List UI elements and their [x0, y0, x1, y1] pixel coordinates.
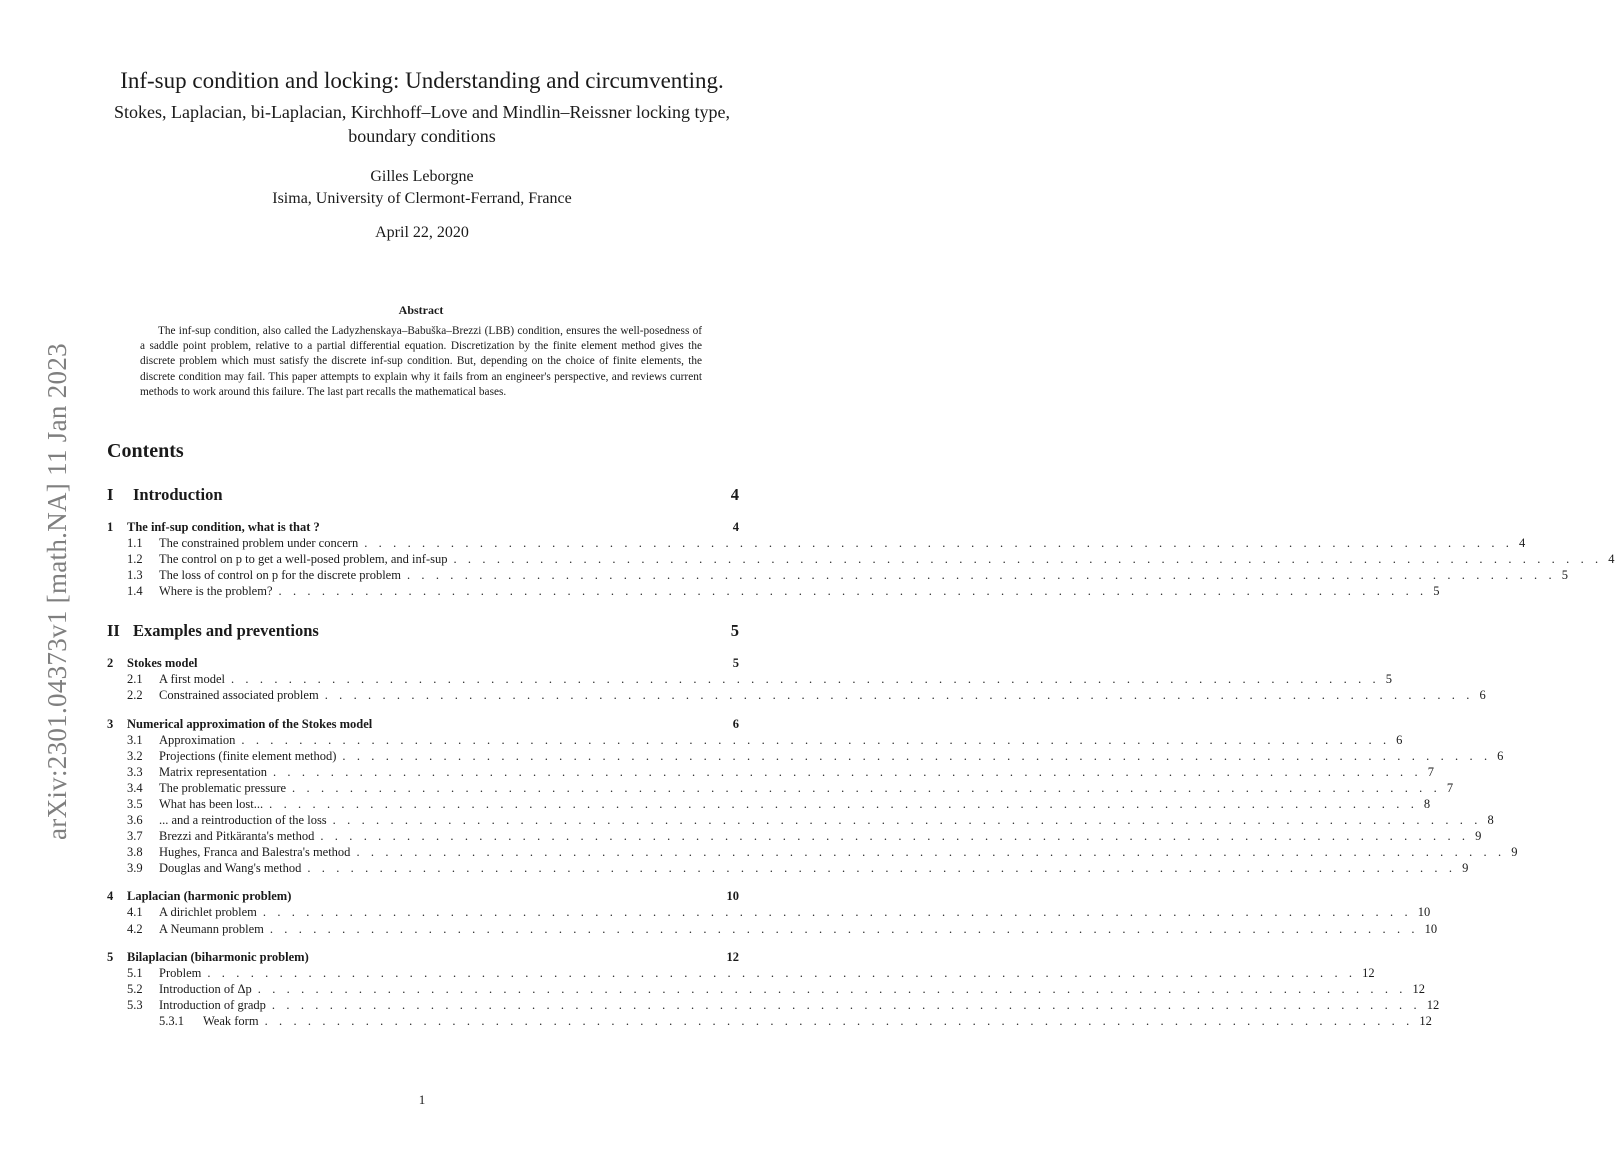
toc-subsection[interactable] [107, 921, 1438, 937]
toc-dot-leader: . . . . . . . . . . . . . . . . . . . . . . . . . . . . . . . . . . . . . . . . . . . . . . . . . . . . . . . . . . . . . . . . . . . . . . . . . . . . . . . . [269, 921, 1419, 936]
toc-subsection-page: 12 [1412, 981, 1426, 996]
page-number: 1 [418, 1092, 426, 1107]
toc-dot-leader: . . . . . . . . . . . . . . . . . . . . . . . . . . . . . . . . . . . . . . . . . . . . . . . . . . . . . . . . . . . . . . . . . . . . . . . . . . . . . . . . [257, 981, 1407, 996]
toc-subsection-title: A Neumann problem [159, 921, 264, 936]
toc-subsection-title: The constrained problem under concern [159, 536, 359, 550]
toc-subsection[interactable] [107, 904, 1431, 920]
toc-subsection-page: 4 [1608, 552, 1615, 567]
toc-dot-leader: . . . . . . . . . . . . . . . . . . . . . . . . . . . . . . . . . . . . . . . . . . . . . . . . . . . . . . . . . . . . . . . . . . . . . . . . . . . . . . . . [332, 813, 1482, 828]
toc-subsection-number: 2.2 [127, 688, 143, 703]
toc-section-title: Bilaplacian (biharmonic problem) [127, 949, 309, 964]
toc-subsection-title: Introduction of Δp [159, 981, 252, 996]
toc-section-title: Numerical approximation of the Stokes model [127, 716, 373, 731]
toc-subsection[interactable] [107, 671, 1392, 687]
paper-title: Inf-sup condition and locking: Understanding and circumventing. [120, 68, 724, 93]
toc-subsection-page: 6 [1479, 688, 1486, 703]
toc-dot-leader: . . . . . . . . . . . . . . . . . . . . . . . . . . . . . . . . . . . . . . . . . . . . . . . . . . . . . . . . . . . . . . . . . . . . . . . . . . . . . . . . [278, 584, 1428, 599]
toc-subsection-number: 5.3 [127, 997, 143, 1012]
toc-subsection-title: Projections (finite element method) [159, 748, 337, 763]
toc-section[interactable] [107, 519, 739, 535]
toc-subsection-title: Brezzi and Pitkäranta's method [159, 829, 315, 844]
toc-subsection-number: 5.1 [127, 965, 143, 980]
toc-subsection-page: 5 [1385, 672, 1392, 687]
toc-subsection-title: Matrix representation [159, 764, 267, 779]
toc-section[interactable] [107, 888, 739, 904]
toc-part-page: 4 [730, 485, 739, 504]
toc-dot-leader: . . . . . . . . . . . . . . . . . . . . . . . . . . . . . . . . . . . . . . . . . . . . . . . . . . . . . . . . . . . . . . . . . . . . . . . . . . . . . . . . [262, 905, 1412, 920]
toc-subsection-title: The loss of control on p for the discrete problem [159, 568, 401, 583]
toc-dot-leader: . . . . . . . . . . . . . . . . . . . . . . . . . . . . . . . . . . . . . . . . . . . . . . . . . . . . . . . . . . . . . . . . . . . . . . . . . . . . . . . . [342, 748, 1492, 763]
toc-dot-leader: . . . . . . . . . . . . . . . . . . . . . . . . . . . . . . . . . . . . . . . . . . . . . . . . . . . . . . . . . . . . . . . . . . . . . . . . . . . . . . . . [207, 965, 1357, 980]
toc-dot-leader: . . . . . . . . . . . . . . . . . . . . . . . . . . . . . . . . . . . . . . . . . . . . . . . . . . . . . . . . . . . . . . . . . . . . . . . . . . . . . . . . [320, 829, 1470, 844]
toc-subsection[interactable] [107, 1013, 1432, 1029]
toc-section-number: 1 [107, 520, 114, 534]
toc-subsection[interactable] [107, 583, 1440, 599]
toc-subsection[interactable] [107, 551, 1615, 567]
toc-subsection-number: 3.8 [127, 845, 143, 860]
toc-section-number: 5 [107, 949, 114, 964]
contents-heading: Contents [107, 440, 184, 462]
toc-list [107, 485, 1615, 1029]
toc-part-title: Examples and preventions [133, 621, 319, 641]
toc-subsection-number: 4.1 [127, 905, 143, 920]
abstract [140, 303, 702, 400]
toc-subsection-page: 7 [1446, 780, 1454, 795]
toc-subsection[interactable] [107, 732, 1403, 748]
toc-section-title: Laplacian (harmonic problem) [127, 889, 292, 904]
toc-dot-leader: . . . . . . . . . . . . . . . . . . . . . . . . . . . . . . . . . . . . . . . . . . . . . . . . . . . . . . . . . . . . . . . . . . . . . . . . . . . . . . . . [356, 845, 1506, 860]
toc-dot-leader: . . . . . . . . . . . . . . . . . . . . . . . . . . . . . . . . . . . . . . . . . . . . . . . . . . . . . . . . . . . . . . . . . . . . . . . . . . . . . . . . [453, 552, 1603, 567]
toc-dot-leader: . . . . . . . . . . . . . . . . . . . . . . . . . . . . . . . . . . . . . . . . . . . . . . . . . . . . . . . . . . . . . . . . . . . . . . . . . . . . . . . . [241, 732, 1391, 747]
toc-section-number: 2 [107, 656, 114, 671]
toc-subsection-title: Douglas and Wang's method [159, 861, 302, 876]
toc-subsection-page: 8 [1487, 813, 1494, 828]
toc-subsection-title: What has been lost... [159, 796, 264, 811]
toc-subsection[interactable] [107, 535, 1526, 551]
toc-subsection-page: 12 [1426, 997, 1440, 1012]
toc-subsection-page: 12 [1419, 1013, 1432, 1028]
toc-subsection-title: The problematic pressure [159, 780, 287, 795]
toc-subsection-page: 9 [1462, 861, 1469, 876]
toc-section-page: 4 [732, 520, 739, 534]
toc-subsection-title: Where is the problem? [159, 584, 273, 599]
toc-subsection[interactable] [107, 796, 1431, 812]
toc-subsection[interactable] [107, 844, 1518, 860]
toc-dot-leader: . . . . . . . . . . . . . . . . . . . . . . . . . . . . . . . . . . . . . . . . . . . . . . . . . . . . . . . . . . . . . . . . . . . . . . . . . . . . . . . . [406, 568, 1556, 583]
toc-subsection-page: 7 [1427, 764, 1434, 779]
toc-dot-leader: . . . . . . . . . . . . . . . . . . . . . . . . . . . . . . . . . . . . . . . . . . . . . . . . . . . . . . . . . . . . . . . . . . . . . . . . . . . . . . . . [230, 672, 1380, 687]
toc-subsection-page: 10 [1424, 921, 1438, 936]
toc-dot-leader: . . . . . . . . . . . . . . . . . . . . . . . . . . . . . . . . . . . . . . . . . . . . . . . . . . . . . . . . . . . . . . . . . . . . . . . . . . . . . . . . [364, 536, 1514, 550]
toc-part-page: 5 [730, 621, 739, 641]
author-affiliation: Isima, University of Clermont-Ferrand, France [272, 190, 572, 207]
toc-subsection[interactable] [107, 965, 1375, 981]
toc-subsection-page: 6 [1497, 748, 1504, 763]
toc-section[interactable] [107, 716, 739, 732]
toc-subsection-number: 3.4 [127, 780, 143, 795]
title-block [100, 66, 744, 242]
toc-subsection[interactable] [107, 780, 1454, 796]
toc-subsection-number: 1.3 [127, 568, 143, 583]
toc-subsection-title: Approximation [159, 732, 236, 747]
toc-subsection-number: 1.2 [127, 552, 143, 567]
toc-subsection-title: Introduction of gradp [159, 997, 266, 1012]
toc-subsection-title: Constrained associated problem [159, 688, 319, 703]
toc-section[interactable] [107, 949, 739, 965]
toc-dot-leader: . . . . . . . . . . . . . . . . . . . . . . . . . . . . . . . . . . . . . . . . . . . . . . . . . . . . . . . . . . . . . . . . . . . . . . . . . . . . . . . . [324, 688, 1474, 703]
author-name: Gilles Leborgne [370, 168, 474, 185]
toc-dot-leader: . . . . . . . . . . . . . . . . . . . . . . . . . . . . . . . . . . . . . . . . . . . . . . . . . . . . . . . . . . . . . . . . . . . . . . . . . . . . . . . . [272, 764, 1422, 779]
table-of-contents [107, 440, 1615, 1029]
toc-subsection-page: 9 [1475, 829, 1482, 844]
toc-subsection[interactable] [107, 997, 1440, 1013]
toc-subsection-page: 8 [1423, 796, 1431, 811]
toc-subsection-page: 5 [1561, 568, 1568, 583]
toc-part-title: Introduction [133, 485, 223, 504]
abstract-text: The inf-sup condition, also called the Ladyzhenskaya–Babuška–Brezzi (LBB) condition, ensures the well-posedness of a saddle point problem, relative to a partial differential equation. Discretization by the finite element method gives the discrete problem which must satisfy the discrete inf-sup condition. But, depending on the choice of finite elements, the discrete condition may fail. This paper attempts to explain why it fails from an engineer's perspective, and reviews current methods to work around this failure. The last part recalls the mathematical bases. [140, 325, 702, 398]
toc-dot-leader: . . . . . . . . . . . . . . . . . . . . . . . . . . . . . . . . . . . . . . . . . . . . . . . . . . . . . . . . . . . . . . . . . . . . . . . . . . . . . . . . [269, 796, 1418, 811]
toc-section-number: 4 [107, 889, 114, 904]
toc-subsection[interactable] [107, 764, 1434, 780]
toc-subsection-number: 3.1 [127, 732, 143, 747]
toc-subsection-title: ... and a reintroduction of the loss [159, 813, 327, 828]
toc-subsection-number: 2.1 [127, 672, 143, 687]
toc-subsection-page: 4 [1519, 536, 1526, 550]
toc-section-page: 12 [726, 949, 739, 964]
toc-section-title: The inf-sup condition, what is that ? [127, 520, 320, 534]
toc-part[interactable] [107, 621, 739, 641]
toc-subsection-number: 3.5 [127, 796, 143, 811]
toc-subsection-number: 3.3 [127, 764, 143, 779]
toc-subsection-page: 5 [1433, 584, 1440, 599]
toc-subsection[interactable] [107, 567, 1568, 583]
toc-subsection-number: 3.7 [127, 829, 143, 844]
toc-section-title: Stokes model [127, 656, 198, 671]
toc-part-number: I [107, 485, 114, 504]
toc-subsection-number: 3.2 [127, 748, 143, 763]
toc-dot-leader: . . . . . . . . . . . . . . . . . . . . . . . . . . . . . . . . . . . . . . . . . . . . . . . . . . . . . . . . . . . . . . . . . . . . . . . . . . . . . . . . [292, 780, 1441, 795]
toc-subsection-title: The control on p to get a well-posed problem, and inf-sup [159, 552, 448, 567]
abstract-heading: Abstract [398, 303, 444, 317]
toc-subsection[interactable] [107, 981, 1426, 997]
toc-subsection-page: 9 [1511, 845, 1518, 860]
toc-subsection-number: 3.6 [127, 813, 143, 828]
toc-subsection-number: 1.4 [127, 584, 143, 599]
toc-subsection-title: Problem [159, 965, 202, 980]
toc-subsection[interactable] [107, 812, 1494, 828]
toc-dot-leader: . . . . . . . . . . . . . . . . . . . . . . . . . . . . . . . . . . . . . . . . . . . . . . . . . . . . . . . . . . . . . . . . . . . . . . . . . . . . . . . . [271, 997, 1421, 1012]
toc-subsection-page: 12 [1362, 965, 1375, 980]
toc-section-page: 10 [726, 889, 739, 904]
toc-subsection-title: A first model [159, 672, 225, 687]
toc-subsection-number: 3.9 [127, 861, 143, 876]
toc-subsection-number: 4.2 [127, 921, 143, 936]
toc-subsection[interactable] [107, 748, 1504, 764]
toc-section-page: 5 [732, 656, 739, 671]
toc-subsection-page: 6 [1396, 732, 1403, 747]
toc-section[interactable] [107, 655, 739, 671]
toc-part[interactable] [107, 485, 739, 505]
paper-subtitle: Stokes, Laplacian, bi-Laplacian, Kirchhoff–Love and Mindlin–Reissner locking type, boundary conditions [113, 102, 730, 146]
toc-subsection-page: 10 [1417, 905, 1431, 920]
toc-section-number: 3 [107, 716, 114, 731]
arxiv-identifier: arXiv:2301.04373v1 [math.NA] 11 Jan 2023 [42, 343, 72, 840]
toc-subsection-title: Hughes, Franca and Balestra's method [159, 845, 351, 860]
toc-subsection-title: A dirichlet problem [159, 905, 257, 920]
paper-date: April 22, 2020 [375, 224, 469, 241]
toc-section-page: 6 [732, 716, 739, 731]
toc-part-number: II [107, 621, 120, 641]
toc-subsection-number: 5.2 [127, 981, 143, 996]
toc-subsection-number: 1.1 [127, 536, 143, 550]
toc-subsection[interactable] [107, 860, 1469, 876]
toc-subsection[interactable] [107, 828, 1482, 844]
toc-dot-leader: . . . . . . . . . . . . . . . . . . . . . . . . . . . . . . . . . . . . . . . . . . . . . . . . . . . . . . . . . . . . . . . . . . . . . . . . . . . . . . . . [307, 861, 1457, 876]
toc-dot-leader: . . . . . . . . . . . . . . . . . . . . . . . . . . . . . . . . . . . . . . . . . . . . . . . . . . . . . . . . . . . . . . . . . . . . . . . . . . . . . . . . [264, 1013, 1414, 1028]
toc-subsection-title: Weak form [203, 1013, 259, 1028]
toc-subsection-number: 5.3.1 [159, 1013, 184, 1028]
toc-subsection[interactable] [107, 687, 1486, 703]
